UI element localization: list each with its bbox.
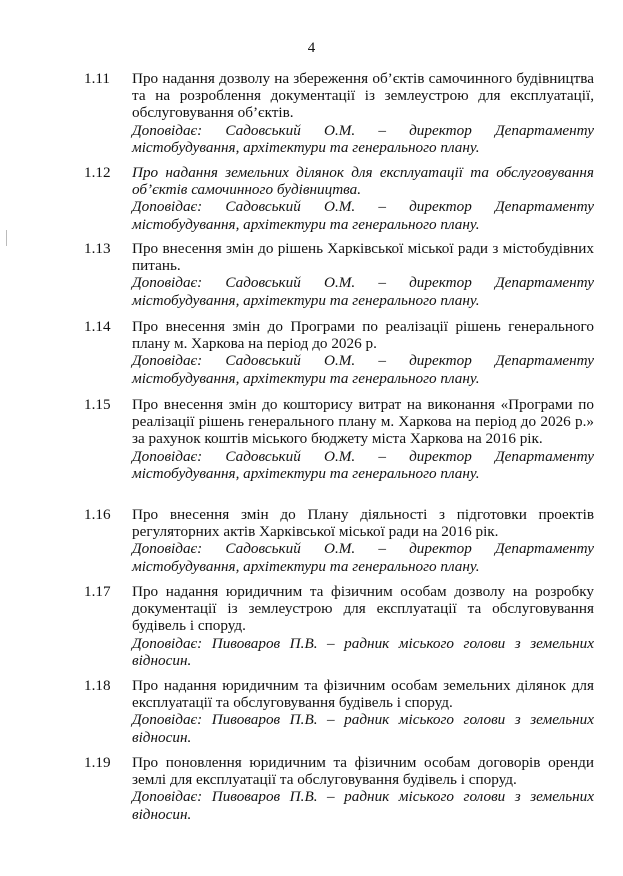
item-number: 1.16 [84,506,111,523]
item-number: 1.17 [84,583,111,600]
item-reporter: Доповідає: Садовський О.М. – директор Департаменту містобудування, архітектури та генерального плану. [132,274,594,309]
item-title: Про внесення змін до Програми по реалізації рішень генерального плану м. Харкова на період до 2026 р. [132,318,594,353]
item-reporter: Доповідає: Садовський О.М. – директор Департаменту містобудування, архітектури та генерального плану. [132,352,594,387]
agenda-item [84,396,594,482]
item-title: Про внесення змін до рішень Харківської міської ради з містобудівних питань. [132,240,594,275]
item-reporter: Доповідає: Садовський О.М. – директор Департаменту містобудування, архітектури та генерального плану. [132,198,594,233]
item-number: 1.19 [84,754,111,771]
item-number: 1.13 [84,240,111,257]
agenda-item [84,240,594,309]
item-reporter: Доповідає: Пивоваров П.В. – радник міського голови з земельних відносин. [132,788,594,823]
item-number: 1.15 [84,396,111,413]
item-reporter: Доповідає: Садовський О.М. – директор Департаменту містобудування, архітектури та генерального плану. [132,121,594,156]
agenda-item [84,677,594,746]
item-reporter: Доповідає: Садовський О.М. – директор Департаменту містобудування, архітектури та генерального плану. [132,540,594,575]
item-title: Про поновлення юридичним та фізичним особам договорів оренди землі для експлуатації та обслуговування будівель і споруд. [132,754,594,789]
scan-artifact [6,230,7,246]
item-title: Про внесення змін до Плану діяльності з підготовки проектів регуляторних актів Харківської міської ради на 2016 рік. [132,506,594,541]
agenda-item [84,318,594,387]
item-reporter: Доповідає: Садовський О.М. – директор Департаменту містобудування, архітектури та генерального плану. [132,447,594,482]
agenda-item [84,583,594,669]
item-title: Про надання земельних ділянок для експлуатації та обслуговування об’єктів самочинного будівництва. [132,164,594,199]
agenda-item [84,70,594,156]
item-number: 1.12 [84,164,111,181]
agenda-item [84,164,594,233]
item-reporter: Доповідає: Пивоваров П.В. – радник міського голови з земельних відносин. [132,634,594,669]
item-title: Про надання юридичним та фізичним особам дозволу на розробку документації із землеустрою для експлуатації та обслуговування будівель і споруд. [132,583,594,635]
item-title: Про надання юридичним та фізичним особам земельних ділянок для експлуатації та обслуговування будівель і споруд. [132,677,594,712]
page-number: 4 [307,40,316,56]
item-number: 1.14 [84,318,111,335]
item-number: 1.18 [84,677,111,694]
item-reporter: Доповідає: Пивоваров П.В. – радник міського голови з земельних відносин. [132,711,594,746]
item-title: Про надання дозволу на збереження об’єктів самочинного будівництва та на розроблення документації із землеустрою для експлуатації, обслуговування об’єктів. [132,70,594,122]
item-title: Про внесення змін до кошторису витрат на виконання «Програми по реалізації рішень генерального плану м. Харкова на період до 2026 р.» за рахунок коштів міського бюджету міста Харкова на 2016 рік. [132,396,594,448]
agenda-item [84,754,594,823]
agenda-item [84,506,594,575]
item-number: 1.11 [84,70,111,87]
